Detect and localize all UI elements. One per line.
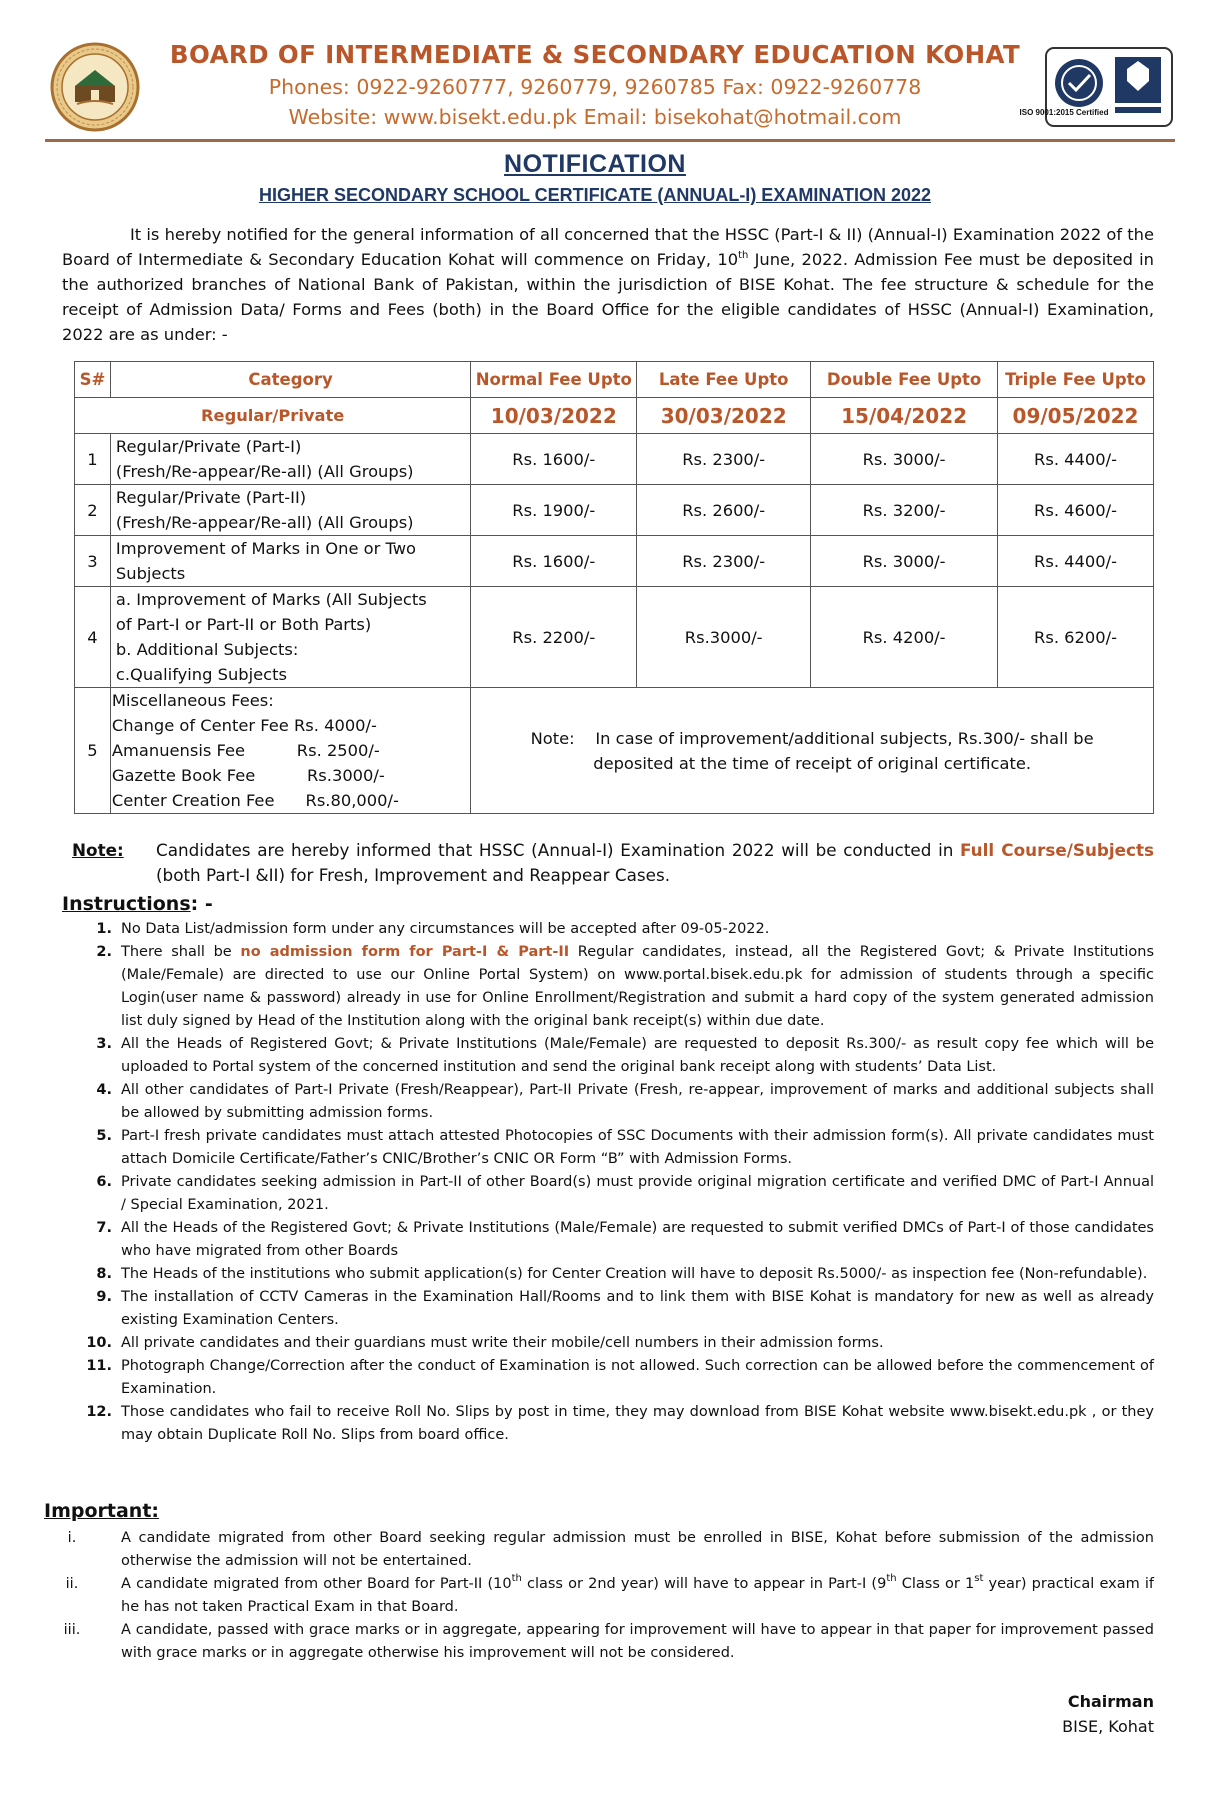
fee-cell: Rs. 6200/- [998,587,1154,688]
row-category: a. Improvement of Marks (All Subjects of Part-I or Part-II or Both Parts) b. Additional Subjects: c.Qualifying Subjects [110,587,470,688]
col-header-sn: S# [75,362,111,398]
table-row [75,485,1154,536]
note-text: Candidates are hereby informed that HSSC (Annual-I) Examination 2022 will be conducted in Full Course/Subjects (both Part-I &II) for Fresh, Improvement and Reappear Cases. [156,840,1154,885]
fee-cell: Rs. 2300/- [637,536,811,587]
fee-cell: Rs. 4400/- [998,434,1154,485]
col-header-normal-fee: Normal Fee Upto [471,362,637,398]
list-item: 9. The installation of CCTV Cameras in the Examination Hall/Rooms and to link them with BISE Kohat is mandatory for new as well as already existing Examination Centers. [96,1289,1154,1328]
list-item: 4. All other candidates of Part-I Private (Fresh/Reappear), Part-II Private (Fresh, re-appear, improvement of marks and additional subjects shall be allowed by submitting admission forms. [96,1082,1154,1121]
list-item: 3. All the Heads of Registered Govt; & Private Institutions (Male/Female) are requested to deposit Rs.300/- as result copy fee which will be uploaded to Portal system of the concerned institution and send the original bank receipt along with students’ Data List. [96,1036,1154,1075]
list-item: 1. No Data List/admission form under any circumstances will be accepted after 09-05-2022. [96,921,770,937]
list-item: iii. A candidate, passed with grace marks or in aggregate, appearing for improvement will have to appear in that paper for improvement passed with grace marks or in aggregate otherwise his improvement will not be considered. [63,1622,1154,1661]
misc-fees-row [75,688,1154,814]
letterhead [45,40,1175,136]
misc-fees-list: Miscellaneous Fees: Change of Center Fee Rs. 4000/- Amanuensis Fee Rs. 2500/- Gazette Book Fee Rs.3000/- Center Creation Fee Rs.80,000/- [110,688,470,814]
signature-block [940,1689,1154,1739]
contact-website: Website: www.bisekt.edu.pk Email: bisekohat@hotmail.com [288,105,902,129]
fee-cell: Rs. 4600/- [998,485,1154,536]
date-late: 30/03/2022 [637,398,811,434]
note-label: Note: [72,840,124,860]
instructions-list [62,918,1154,1447]
fee-cell: Rs. 1900/- [471,485,637,536]
fee-cell: Rs.3000/- [637,587,811,688]
fee-cell: Rs. 3200/- [811,485,998,536]
list-item: 12. Those candidates who fail to receive Roll No. Slips by post in time, they may download from BISE Kohat website www.bisekt.edu.pk , or they may obtain Duplicate Roll No. Slips from board office. [86,1404,1154,1443]
instructions-heading: Instructions: - [62,893,213,915]
list-item: 6. Private candidates seeking admission in Part-II of other Board(s) must provide original migration certificate and verified DMC of Part-I Annual / Special Examination, 2021. [96,1174,1154,1213]
fee-schedule-table [74,361,1154,814]
notification-subtitle: HIGHER SECONDARY SCHOOL CERTIFICATE (ANNUAL-I) EXAMINATION 2022 [258,185,932,205]
list-item: 10. All private candidates and their guardians must write their mobile/cell numbers in their admission forms. [86,1335,884,1351]
table-row [75,587,1154,688]
fee-cell: Rs. 3000/- [811,434,998,485]
row-category: Improvement of Marks in One or Two Subjects [110,536,470,587]
row-sn: 3 [75,536,111,587]
row-category: Regular/Private (Part-II) (Fresh/Re-appear/Re-all) (All Groups) [110,485,470,536]
important-list [44,1527,1154,1665]
important-heading: Important: [44,1500,160,1522]
notification-title: NOTIFICATION [504,150,686,178]
list-item: 2. There shall be no admission form for Part-I & Part-II Regular candidates, instead, all the Registered Govt; & Private Institutions (Male/Female) are directed to use our Online Portal System) on www.portal.bisek.edu.pk for admission of students through a specific Login(user name & password) already in use for Online Enrollment/Registration and submit a hard copy of the system generated admission list duly signed by Head of the Institution along with the original bank receipt(s) within due date. [96,944,1154,1029]
col-header-triple-fee: Triple Fee Upto [998,362,1154,398]
date-normal: 10/03/2022 [471,398,637,434]
fee-cell: Rs. 2300/- [637,434,811,485]
due-dates-row [75,398,1154,434]
row-sn: 2 [75,485,111,536]
list-item: 8. The Heads of the institutions who submit application(s) for Center Creation will have to deposit Rs.5000/- as inspection fee (Non-refundable). [96,1266,1148,1282]
list-item: 11. Photograph Change/Correction after the conduct of Examination is not allowed. Such correction can be allowed before the commencement of Examination. [86,1358,1154,1397]
row-sn: 1 [75,434,111,485]
date-double: 15/04/2022 [811,398,998,434]
contact-phones: Phones: 0922-9260777, 9260779, 9260785 Fax: 0922-9260778 [268,75,922,99]
fee-cell: Rs. 2600/- [637,485,811,536]
regular-private-label: Regular/Private [75,398,471,434]
fee-cell: Rs. 1600/- [471,434,637,485]
col-header-category: Category [110,362,470,398]
misc-note: Note: In case of improvement/additional subjects, Rs.300/- shall be deposited at the time of receipt of original certificate. [471,688,1154,814]
fee-cell: Rs. 1600/- [471,536,637,587]
list-item: i. A candidate migrated from other Board seeking regular admission must be enrolled in BISE, Kohat before submission of the admission otherwise the admission will not be entertained. [67,1530,1154,1569]
fee-cell: Rs. 4400/- [998,536,1154,587]
list-item: 7. All the Heads of the Registered Govt; & Private Institutions (Male/Female) are requested to submit verified DMCs of Part-I of those candidates who have migrated from other Boards [96,1220,1154,1259]
fee-cell: Rs. 3000/- [811,536,998,587]
signatory-org: BISE, Kohat [1062,1717,1154,1736]
board-seal-icon [47,42,143,132]
col-header-late-fee: Late Fee Upto [637,362,811,398]
intro-paragraph: It is hereby notified for the general information of all concerned that the HSSC (Part-I & II) (Annual-I) Examination 2022 of the Board of Intermediate & Secondary Education Kohat will commence on Friday, 10th June, 2022. Admission Fee must be deposited in the authorized branches of National Bank of Pakistan, within the jurisdiction of BISE Kohat. The fee structure & schedule for the receipt of Admission Data/ Forms and Fees (both) in the Board Office for the eligible candidates of HSSC (Annual-I) Examination, 2022 are as under: - [62,225,1154,344]
table-row [75,536,1154,587]
iso-caption: ISO 9001:2015 Certified [1019,108,1109,117]
date-triple: 09/05/2022 [998,398,1154,434]
fee-cell: Rs. 4200/- [811,587,998,688]
board-name: BOARD OF INTERMEDIATE & SECONDARY EDUCATION KOHAT [169,40,1021,69]
table-header-row [75,362,1154,398]
row-sn: 4 [75,587,111,688]
col-header-double-fee: Double Fee Upto [811,362,998,398]
list-item: 5. Part-I fresh private candidates must attach attested Photocopies of SSC Documents with their admission form(s). All private candidates must attach Domicile Certificate/Father’s CNIC/Brother’s CNIC OR Form “B” with Admission Forms. [96,1128,1154,1167]
signatory-title: Chairman [1067,1692,1154,1711]
row-category: Regular/Private (Part-I) (Fresh/Re-appear/Re-all) (All Groups) [110,434,470,485]
row-sn: 5 [75,688,111,814]
list-item: ii. A candidate migrated from other Board for Part-II (10th class or 2nd year) will have to appear in Part-I (9th Class or 1st year) practical exam if he has not taken Practical Exam in that Board. [65,1573,1154,1615]
table-row [75,434,1154,485]
fee-cell: Rs. 2200/- [471,587,637,688]
header-divider [45,139,1175,142]
